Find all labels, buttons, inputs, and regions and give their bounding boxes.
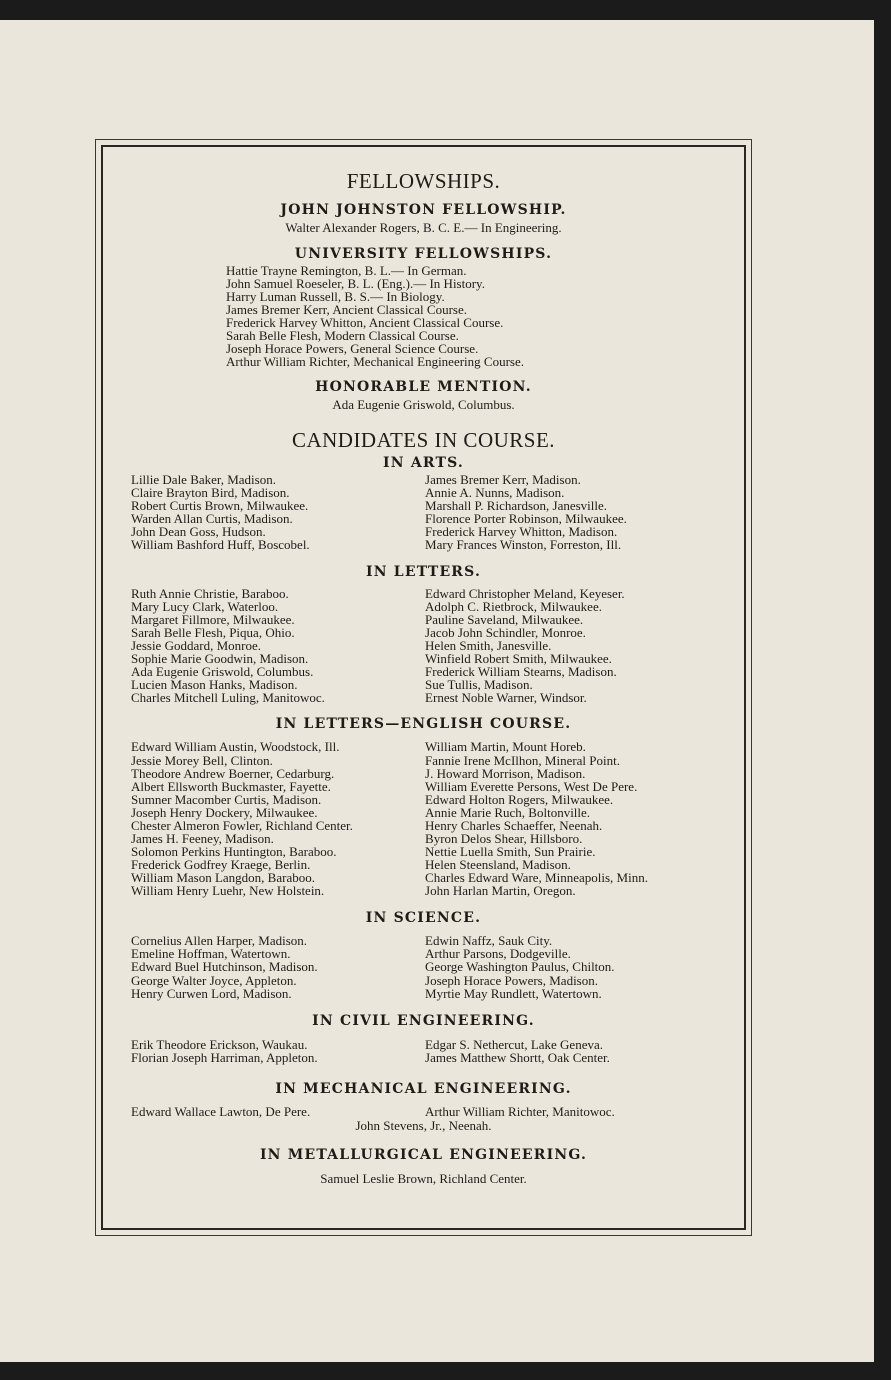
johnston-line: Walter Alexander Rogers, B. C. E.— In Engineering. [285, 220, 562, 235]
list-item: Claire Brayton Bird, Madison. [131, 485, 290, 501]
letters-heading: IN LETTERS. [365, 563, 482, 580]
list-item: Edward Wallace Lawton, De Pere. [131, 1104, 311, 1120]
arts-columns [131, 473, 744, 552]
list-item: Byron Delos Shear, Hillsboro. [425, 831, 583, 847]
list-item: Annie Marie Ruch, Boltonville. [425, 804, 591, 820]
list-item: Pauline Saveland, Milwaukee. [425, 611, 584, 627]
list-item: Chester Almeron Fowler, Richland Center. [131, 817, 353, 833]
fellowships-title: FELLOWSHIPS. [346, 169, 501, 193]
list-item: Sue Tullis, Madison. [425, 677, 533, 693]
arts-heading: IN ARTS. [383, 455, 464, 471]
list-item: Frederick Harvey Whitton, Ancient Classical Course. [226, 315, 504, 330]
list-item: Jacob John Schindler, Monroe. [425, 624, 586, 640]
list-item: Harry Luman Russell, B. S.— In Biology. [226, 289, 445, 304]
list-item: Florence Porter Robinson, Milwaukee. [425, 511, 627, 527]
list-item: Arthur William Richter, Mechanical Engineering Course. [226, 354, 524, 369]
mechanical-columns [131, 1105, 744, 1118]
mechanical-heading: IN MECHANICAL ENGINEERING. [275, 1081, 572, 1098]
list-item: Edward Holton Rogers, Milwaukee. [425, 791, 614, 807]
list-item: Sumner Macomber Curtis, Madison. [131, 791, 322, 807]
list-item: William Everette Persons, West De Pere. [425, 778, 638, 794]
list-item: Ernest Noble Warner, Windsor. [425, 690, 587, 706]
university-heading: UNIVERSITY FELLOWSHIPS. [294, 246, 553, 262]
metallurgical-heading: IN METALLURGICAL ENGINEERING. [259, 1146, 588, 1163]
list-item: Theodore Andrew Boerner, Cedarburg. [131, 765, 335, 781]
list-item: Edward Christopher Meland, Keyeser. [425, 585, 625, 601]
list-item: Arthur William Richter, Manitowoc. [425, 1104, 615, 1120]
list-item: George Washington Paulus, Chilton. [425, 959, 615, 975]
list-item: John Samuel Roeseler, B. L. (Eng.).— In History. [226, 276, 485, 291]
list-item: Winfield Robert Smith, Milwaukee. [425, 651, 612, 667]
list-item: J. Howard Morrison, Madison. [425, 765, 586, 781]
list-item: Adolph C. Rietbrock, Milwaukee. [425, 598, 602, 614]
list-item: James Matthew Shortt, Oak Center. [425, 1049, 610, 1065]
list-item: Jessie Morey Bell, Clinton. [131, 752, 273, 768]
letters-columns [131, 587, 744, 705]
list-item: Florian Joseph Harriman, Appleton. [131, 1049, 318, 1065]
list-item: Frederick Harvey Whitton, Madison. [425, 524, 618, 540]
list-item: Fannie Irene McIlhon, Mineral Point. [425, 752, 621, 768]
list-item: Warden Allan Curtis, Madison. [131, 511, 293, 527]
civil-columns [131, 1038, 744, 1065]
list-item: Cornelius Allen Harper, Madison. [131, 932, 308, 948]
list-item: William Mason Langdon, Baraboo. [131, 870, 315, 886]
list-item: Helen Smith, Janesville. [425, 637, 552, 653]
list-item: Edward William Austin, Woodstock, Ill. [131, 739, 340, 755]
list-item: Joseph Horace Powers, Madison. [425, 972, 598, 988]
university-list [226, 264, 744, 368]
list-item: Margaret Fillmore, Milwaukee. [131, 611, 295, 627]
list-item: John Dean Goss, Hudson. [131, 524, 266, 540]
document-content [103, 168, 744, 1187]
list-item: Jessie Goddard, Monroe. [131, 637, 261, 653]
list-item: Marshall P. Richardson, Janesville. [425, 498, 608, 514]
list-item: Joseph Horace Powers, General Science Course. [226, 341, 479, 356]
list-item: Sophie Marie Goodwin, Madison. [131, 651, 309, 667]
list-item: Henry Charles Schaeffer, Neenah. [425, 817, 603, 833]
johnston-heading: JOHN JOHNSTON FELLOWSHIP. [280, 202, 567, 218]
science-columns [131, 934, 744, 1001]
science-heading: IN SCIENCE. [365, 909, 482, 926]
list-item: Solomon Perkins Huntington, Baraboo. [131, 844, 337, 860]
list-item: James H. Feeney, Madison. [131, 831, 274, 847]
list-item: Henry Curwen Lord, Madison. [131, 986, 292, 1002]
honorable-heading: HONORABLE MENTION. [315, 379, 532, 395]
list-item: Emeline Hoffman, Watertown. [131, 945, 291, 961]
list-item: George Walter Joyce, Appleton. [131, 972, 297, 988]
list-item: Ruth Annie Christie, Baraboo. [131, 585, 289, 601]
list-item: Hattie Trayne Remington, B. L.— In German. [226, 263, 467, 278]
list-item: Mary Lucy Clark, Waterloo. [131, 598, 279, 614]
list-item: Lucien Mason Hanks, Madison. [131, 677, 298, 693]
list-item: Sarah Belle Flesh, Modern Classical Course. [226, 328, 459, 343]
list-item: Erik Theodore Erickson, Waukau. [131, 1036, 308, 1052]
list-item: Lillie Dale Baker, Madison. [131, 472, 276, 487]
list-item: Edward Buel Hutchinson, Madison. [131, 959, 318, 975]
civil-heading: IN CIVIL ENGINEERING. [312, 1012, 535, 1029]
list-item: Frederick William Stearns, Madison. [425, 664, 617, 680]
letters-english-columns [131, 740, 744, 897]
list-item: James Bremer Kerr, Madison. [425, 472, 581, 487]
list-item: Edwin Naffz, Sauk City. [425, 932, 553, 948]
metallurgical-line: Samuel Leslie Brown, Richland Center. [320, 1170, 527, 1186]
list-item: Charles Edward Ware, Minneapolis, Minn. [425, 870, 648, 886]
list-item: Myrtie May Rundlett, Watertown. [425, 986, 602, 1002]
list-item: William Bashford Huff, Boscobel. [131, 537, 310, 553]
mechanical-center-line: John Stevens, Jr., Neenah. [355, 1117, 492, 1133]
list-item: Ada Eugenie Griswold, Columbus. [131, 664, 314, 680]
list-item: Annie A. Nunns, Madison. [425, 485, 565, 501]
list-item: Frederick Godfrey Kraege, Berlin. [131, 857, 311, 873]
list-item: William Henry Luehr, New Holstein. [131, 883, 325, 899]
list-item: Helen Steensland, Madison. [425, 857, 571, 873]
list-item: Charles Mitchell Luling, Manitowoc. [131, 690, 325, 706]
list-item: John Harlan Martin, Oregon. [425, 883, 576, 899]
list-item: Robert Curtis Brown, Milwaukee. [131, 498, 309, 514]
candidates-title: CANDIDATES IN COURSE. [291, 428, 556, 452]
letters-english-heading: IN LETTERS—ENGLISH COURSE. [275, 716, 572, 733]
list-item: Arthur Parsons, Dodgeville. [425, 945, 571, 961]
list-item: Nettie Luella Smith, Sun Prairie. [425, 844, 596, 860]
list-item: Mary Frances Winston, Forreston, Ill. [425, 537, 622, 553]
list-item: Joseph Henry Dockery, Milwaukee. [131, 804, 318, 820]
list-item: Sarah Belle Flesh, Piqua, Ohio. [131, 624, 295, 640]
honorable-line: Ada Eugenie Griswold, Columbus. [332, 397, 515, 412]
list-item: James Bremer Kerr, Ancient Classical Course. [226, 302, 467, 317]
list-item: William Martin, Mount Horeb. [425, 739, 586, 755]
list-item: Albert Ellsworth Buckmaster, Fayette. [131, 778, 331, 794]
list-item: Edgar S. Nethercut, Lake Geneva. [425, 1036, 603, 1052]
